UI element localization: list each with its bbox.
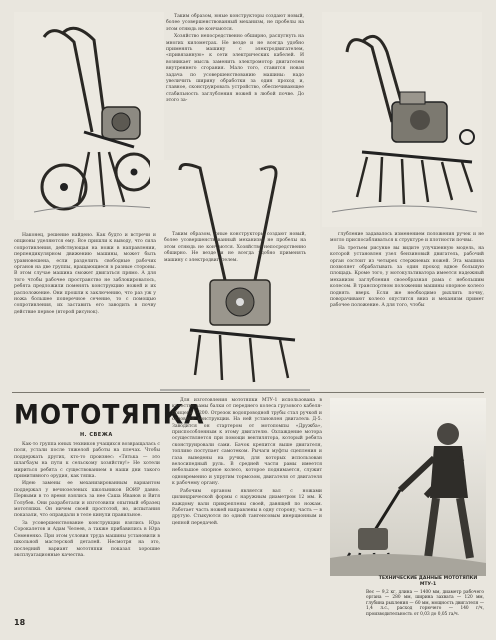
specs-heading: ТЕХНИЧЕСКИЕ ДАННЫЕ МОТОТЯПКИ МТУ-1	[378, 576, 478, 587]
page-number: 18	[14, 618, 26, 627]
illustration-tiller-electric	[14, 12, 164, 220]
paragraph: Рабочим органом является вал с ножами цилиндрической формы с наружным диаметром 12 мм. К каждому вали прикреплены своей, давящей по ножам. Работает часть ножей направлены в одну сторону, часть — в другую. Стыкуются по одной тангенсовым инерционным и цепной передачей.	[172, 488, 322, 526]
article-column-2	[172, 398, 322, 528]
paragraph: Хозяйство непосредственно обширно, распугнуть на многих километрах. Не везде и не всегда удобно применять машину с электродвигателем, «привязанную» к сети электрических кабелей. И возникает мысль заменить электромотор двигателем внутреннего сгорания. Мало того, ставится новая задача по усовершенствованию машины: надо увеличить ширину обработки за один проход и, главное, сконструировать устройство, обеспечивающее стабильность заглубления ножей в любой почве. До этого за-	[166, 34, 304, 104]
top-center-text	[166, 14, 304, 106]
illustration-tiller-motor	[322, 12, 482, 227]
paragraph: Наконец, решение найдено. Как будто и встречи и опционы уделяются ему. Все пришли к выводу, что сила сопротивления, действующая на ножи в направлении, перпендикулярном движению машины, может быть уравновешена, если разделить свободные рабочих органов на две группы, вращающиеся в разные стороны. В этом случае машина сможет двигаться прямо. А для того чтобы рабочее пространство не заблокировалось, ребята предложили поменять конструкцию ножей и их расположение. Они прошли к заключению, что раз уж у ножа большее поперечное сечение, то с помощью сопротивления, их заставить его заводить в почву действие первое (второй рисунок).	[14, 233, 156, 315]
article-author: Н. СВЕЖА	[80, 432, 113, 438]
paragraph: Для изготовления мототяпки МТУ-1 использована в качестве рамы балки от переднего колеса грузового кабеля-прицепа Т-200. Отрезок водопроводной трубы стал ручкой и основной конструкции. На ней установлен двигатель Д-5. Заводится он стартером от мотопомпы «Дружба», приспособленным к этому двигателю. Охлаждение мотора осуществляется при помощи вентилятора, который ребята сконструировали сами. Бачок крепится выше двигателя, топливо поступает самотеком. Рычаги муфты сцепления и газа выведены на ручки, для которых использован велосипедный руль. В средней части рамы имеется небольшое опорное колесо, которое поднимается, служит одновременно и упругим тормозом, двигателя от двигателя к рабочему органу.	[172, 398, 322, 487]
paragraph: глубление задавалось изменением положения ручек и не могло приспосабливаться к структуре и плотности почвы.	[330, 232, 484, 244]
specs-text: Вес — 9,2 кг, длина — 1400 мм, диаметр рабочего органа — 280 мм, ширина захвата — 120 мм, глубина рыхления — 60 мм, мощность двигателя — 1,4 л.с., расход горючего — 140 г/ч, производительность от 0,03 до 0,05 га/ч.	[366, 590, 484, 617]
paragraph: На третьем рисунке вы видите улучшенную модель, на которой установлен узел бензиновый двигатель, рабочий орган состоит из четырех стержневых ножей. Эта машина позволяет обрабатывать за один проход вдвое большую площадь. Кроме того, у мотокультиватора имеется надежный механизм заглубления своеобразная рама с небольшим колесом. В транспортном положении машины опорное колесо поднять вверх. Если же необходимо рыхлить почву, поворачивают колесо опустится вниз и механизм примет рабочее положение. А для того, чтобы	[330, 245, 484, 309]
paragraph: Как-то группа юных техников учащихся возвращалась с поля, устали после тяжелой работы на плечах. Чтобы поддержать других, кто-то произнес: «Тятька — это шлагбаум на пути к сельскому хозяйству!» Не хотели мириться ребята с существованием в наши дни такого примитивного орудия, как тяпка.	[14, 442, 160, 480]
center-column-text	[164, 232, 306, 265]
paragraph: Таким образом, юные конструкторы создают новый, более усовершенствованный механизм, не пробелы на этом отнюдь не кончаются. Хозяйство непосредственно обширно. Не везде и не всегда удобно применять машину с электродвигателем.	[164, 232, 306, 263]
paragraph: За усовершенствование конструкции взялись Юра Сорокалетов и Адам Челеев, а также прибавились в Юра Семененко. При этом условия труда машины установили в школьной мастерской деталей. Несмотря на это, последний вариант мототяпки показал хорошие эксплуатационные качества.	[14, 520, 160, 558]
article-title: МОТОТЯПКА	[14, 399, 205, 430]
section-divider	[12, 392, 484, 393]
paragraph: Таким образом, юные конструкторы создают новый, более усовершенствованный механизм, не пробелы на этом отнюдь не кончаются.	[166, 14, 304, 32]
photo-boy-with-mototyapka	[330, 398, 486, 576]
article-column-1	[14, 442, 160, 560]
left-column-text	[14, 233, 156, 317]
paragraph: Идею замены ее механизированным вариантом поддержал у вечнозеленых школьников ВОИР давно. Первыми в то время взялись за нее Саша Иванов и Витя Голубев. Они разработали и изготовили опытный образец мототяпки. Он ничем своей простотой, но, испытания показали, что оправдали в теле кинули правильное.	[14, 481, 160, 519]
right-column-text	[330, 232, 484, 311]
illustration-tiller-second	[150, 160, 320, 410]
